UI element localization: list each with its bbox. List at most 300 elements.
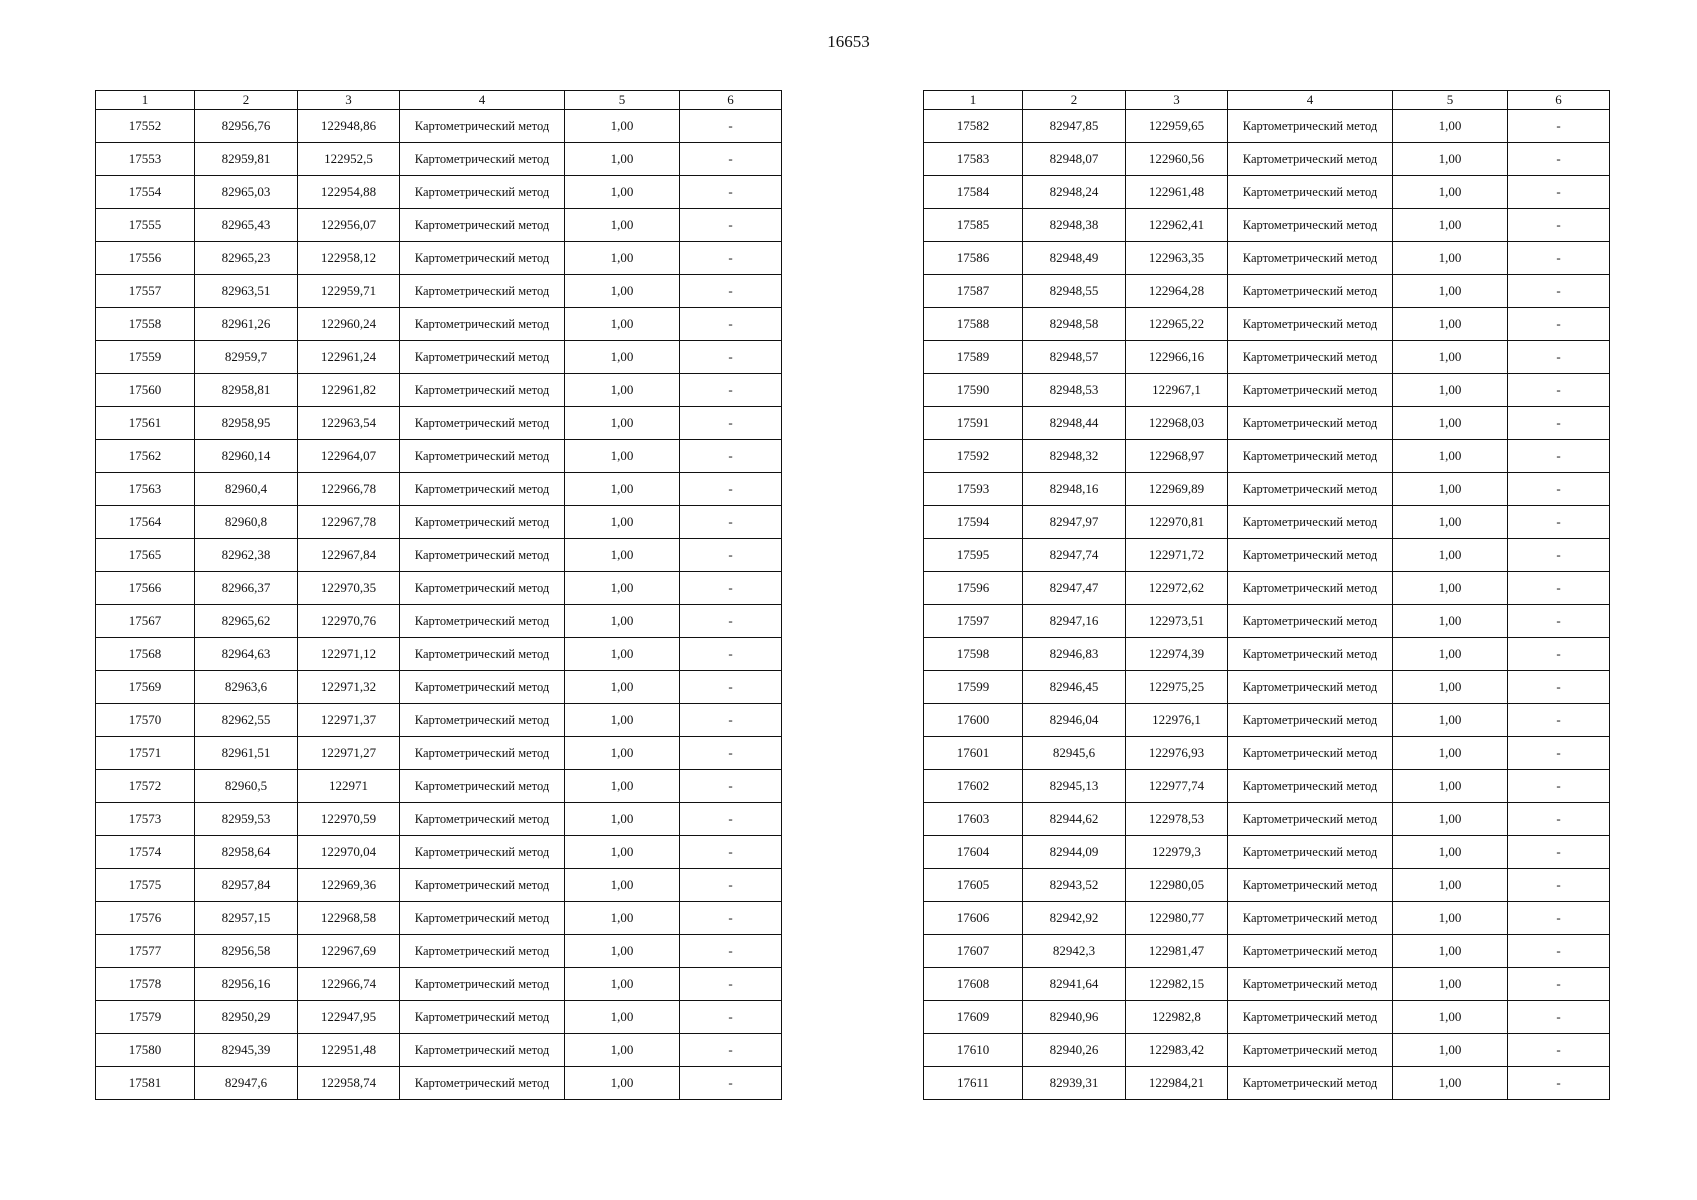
y-coordinate-cell: 122967,1 bbox=[1126, 374, 1228, 407]
description-cell: - bbox=[680, 473, 782, 506]
description-cell: - bbox=[680, 176, 782, 209]
description-cell: - bbox=[1508, 836, 1610, 869]
point-number-cell: 17592 bbox=[924, 440, 1023, 473]
y-coordinate-cell: 122976,93 bbox=[1126, 737, 1228, 770]
point-number-cell: 17555 bbox=[96, 209, 195, 242]
x-coordinate-cell: 82946,83 bbox=[1023, 638, 1126, 671]
description-cell: - bbox=[680, 869, 782, 902]
description-cell: - bbox=[680, 1034, 782, 1067]
description-cell: - bbox=[680, 968, 782, 1001]
x-coordinate-cell: 82948,16 bbox=[1023, 473, 1126, 506]
x-coordinate-cell: 82948,57 bbox=[1023, 341, 1126, 374]
x-coordinate-cell: 82962,55 bbox=[195, 704, 298, 737]
y-coordinate-cell: 122982,8 bbox=[1126, 1001, 1228, 1034]
y-coordinate-cell: 122975,25 bbox=[1126, 671, 1228, 704]
table-row bbox=[924, 473, 1610, 506]
description-cell: - bbox=[1508, 506, 1610, 539]
method-cell: Картометрический метод bbox=[400, 638, 565, 671]
accuracy-cell: 1,00 bbox=[1393, 902, 1508, 935]
y-coordinate-cell: 122947,95 bbox=[298, 1001, 400, 1034]
accuracy-cell: 1,00 bbox=[565, 242, 680, 275]
description-cell: - bbox=[1508, 902, 1610, 935]
accuracy-cell: 1,00 bbox=[565, 110, 680, 143]
point-number-cell: 17559 bbox=[96, 341, 195, 374]
accuracy-cell: 1,00 bbox=[1393, 341, 1508, 374]
method-cell: Картометрический метод bbox=[1228, 770, 1393, 803]
method-cell: Картометрический метод bbox=[1228, 638, 1393, 671]
table-row bbox=[924, 902, 1610, 935]
y-coordinate-cell: 122948,86 bbox=[298, 110, 400, 143]
method-cell: Картометрический метод bbox=[1228, 242, 1393, 275]
table-row bbox=[924, 374, 1610, 407]
y-coordinate-cell: 122970,04 bbox=[298, 836, 400, 869]
method-cell: Картометрический метод bbox=[1228, 605, 1393, 638]
description-cell: - bbox=[1508, 671, 1610, 704]
method-cell: Картометрический метод bbox=[1228, 836, 1393, 869]
description-cell: - bbox=[680, 902, 782, 935]
y-coordinate-cell: 122984,21 bbox=[1126, 1067, 1228, 1100]
accuracy-cell: 1,00 bbox=[1393, 1001, 1508, 1034]
accuracy-cell: 1,00 bbox=[1393, 308, 1508, 341]
x-coordinate-cell: 82943,52 bbox=[1023, 869, 1126, 902]
accuracy-cell: 1,00 bbox=[565, 836, 680, 869]
table-row bbox=[924, 407, 1610, 440]
y-coordinate-cell: 122968,58 bbox=[298, 902, 400, 935]
table-row bbox=[96, 737, 782, 770]
accuracy-cell: 1,00 bbox=[1393, 803, 1508, 836]
x-coordinate-cell: 82961,51 bbox=[195, 737, 298, 770]
point-number-cell: 17599 bbox=[924, 671, 1023, 704]
point-number-cell: 17579 bbox=[96, 1001, 195, 1034]
point-number-cell: 17556 bbox=[96, 242, 195, 275]
x-coordinate-cell: 82964,63 bbox=[195, 638, 298, 671]
x-coordinate-cell: 82948,49 bbox=[1023, 242, 1126, 275]
method-cell: Картометрический метод bbox=[400, 341, 565, 374]
point-number-cell: 17570 bbox=[96, 704, 195, 737]
description-cell: - bbox=[680, 143, 782, 176]
y-coordinate-cell: 122954,88 bbox=[298, 176, 400, 209]
column-header: 4 bbox=[400, 91, 565, 110]
point-number-cell: 17569 bbox=[96, 671, 195, 704]
point-number-cell: 17610 bbox=[924, 1034, 1023, 1067]
table-row bbox=[96, 902, 782, 935]
x-coordinate-cell: 82961,26 bbox=[195, 308, 298, 341]
point-number-cell: 17601 bbox=[924, 737, 1023, 770]
method-cell: Картометрический метод bbox=[400, 737, 565, 770]
x-coordinate-cell: 82948,58 bbox=[1023, 308, 1126, 341]
accuracy-cell: 1,00 bbox=[1393, 572, 1508, 605]
x-coordinate-cell: 82959,53 bbox=[195, 803, 298, 836]
description-cell: - bbox=[1508, 308, 1610, 341]
description-cell: - bbox=[680, 1067, 782, 1100]
point-number-cell: 17584 bbox=[924, 176, 1023, 209]
y-coordinate-cell: 122971,32 bbox=[298, 671, 400, 704]
description-cell: - bbox=[1508, 1067, 1610, 1100]
y-coordinate-cell: 122972,62 bbox=[1126, 572, 1228, 605]
point-number-cell: 17566 bbox=[96, 572, 195, 605]
y-coordinate-cell: 122978,53 bbox=[1126, 803, 1228, 836]
y-coordinate-cell: 122958,74 bbox=[298, 1067, 400, 1100]
x-coordinate-cell: 82946,45 bbox=[1023, 671, 1126, 704]
point-number-cell: 17576 bbox=[96, 902, 195, 935]
method-cell: Картометрический метод bbox=[1228, 869, 1393, 902]
table-row bbox=[924, 506, 1610, 539]
method-cell: Картометрический метод bbox=[400, 176, 565, 209]
description-cell: - bbox=[1508, 704, 1610, 737]
method-cell: Картометрический метод bbox=[1228, 539, 1393, 572]
y-coordinate-cell: 122969,36 bbox=[298, 869, 400, 902]
accuracy-cell: 1,00 bbox=[1393, 275, 1508, 308]
table-row bbox=[96, 572, 782, 605]
table-row bbox=[924, 440, 1610, 473]
x-coordinate-cell: 82965,23 bbox=[195, 242, 298, 275]
point-number-cell: 17600 bbox=[924, 704, 1023, 737]
point-number-cell: 17609 bbox=[924, 1001, 1023, 1034]
table-row bbox=[924, 836, 1610, 869]
method-cell: Картометрический метод bbox=[400, 902, 565, 935]
method-cell: Картометрический метод bbox=[400, 671, 565, 704]
method-cell: Картометрический метод bbox=[400, 374, 565, 407]
method-cell: Картометрический метод bbox=[1228, 440, 1393, 473]
y-coordinate-cell: 122964,28 bbox=[1126, 275, 1228, 308]
method-cell: Картометрический метод bbox=[400, 308, 565, 341]
table-row bbox=[924, 176, 1610, 209]
table-row bbox=[924, 1001, 1610, 1034]
accuracy-cell: 1,00 bbox=[1393, 704, 1508, 737]
y-coordinate-cell: 122966,78 bbox=[298, 473, 400, 506]
accuracy-cell: 1,00 bbox=[1393, 176, 1508, 209]
x-coordinate-cell: 82945,6 bbox=[1023, 737, 1126, 770]
accuracy-cell: 1,00 bbox=[565, 176, 680, 209]
accuracy-cell: 1,00 bbox=[565, 770, 680, 803]
x-coordinate-cell: 82959,81 bbox=[195, 143, 298, 176]
point-number-cell: 17577 bbox=[96, 935, 195, 968]
y-coordinate-cell: 122971 bbox=[298, 770, 400, 803]
accuracy-cell: 1,00 bbox=[565, 143, 680, 176]
method-cell: Картометрический метод bbox=[1228, 671, 1393, 704]
y-coordinate-cell: 122961,24 bbox=[298, 341, 400, 374]
x-coordinate-cell: 82948,55 bbox=[1023, 275, 1126, 308]
method-cell: Картометрический метод bbox=[1228, 143, 1393, 176]
table-row bbox=[96, 473, 782, 506]
table-row bbox=[924, 704, 1610, 737]
table-row bbox=[96, 935, 782, 968]
accuracy-cell: 1,00 bbox=[565, 803, 680, 836]
x-coordinate-cell: 82947,97 bbox=[1023, 506, 1126, 539]
point-number-cell: 17572 bbox=[96, 770, 195, 803]
accuracy-cell: 1,00 bbox=[565, 605, 680, 638]
y-coordinate-cell: 122963,54 bbox=[298, 407, 400, 440]
method-cell: Картометрический метод bbox=[1228, 968, 1393, 1001]
y-coordinate-cell: 122970,81 bbox=[1126, 506, 1228, 539]
point-number-cell: 17573 bbox=[96, 803, 195, 836]
description-cell: - bbox=[680, 242, 782, 275]
table-row bbox=[96, 506, 782, 539]
table-row bbox=[96, 440, 782, 473]
table-row bbox=[924, 539, 1610, 572]
x-coordinate-cell: 82958,64 bbox=[195, 836, 298, 869]
method-cell: Картометрический метод bbox=[400, 242, 565, 275]
point-number-cell: 17594 bbox=[924, 506, 1023, 539]
table-row bbox=[96, 1034, 782, 1067]
accuracy-cell: 1,00 bbox=[565, 935, 680, 968]
y-coordinate-cell: 122970,59 bbox=[298, 803, 400, 836]
table-row bbox=[96, 209, 782, 242]
point-number-cell: 17583 bbox=[924, 143, 1023, 176]
description-cell: - bbox=[680, 1001, 782, 1034]
x-coordinate-cell: 82960,8 bbox=[195, 506, 298, 539]
x-coordinate-cell: 82940,26 bbox=[1023, 1034, 1126, 1067]
x-coordinate-cell: 82962,38 bbox=[195, 539, 298, 572]
accuracy-cell: 1,00 bbox=[1393, 770, 1508, 803]
method-cell: Картометрический метод bbox=[1228, 275, 1393, 308]
point-number-cell: 17585 bbox=[924, 209, 1023, 242]
accuracy-cell: 1,00 bbox=[1393, 374, 1508, 407]
point-number-cell: 17565 bbox=[96, 539, 195, 572]
column-header: 2 bbox=[195, 91, 298, 110]
y-coordinate-cell: 122965,22 bbox=[1126, 308, 1228, 341]
point-number-cell: 17607 bbox=[924, 935, 1023, 968]
description-cell: - bbox=[1508, 473, 1610, 506]
method-cell: Картометрический метод bbox=[400, 506, 565, 539]
table-row bbox=[96, 176, 782, 209]
y-coordinate-cell: 122980,77 bbox=[1126, 902, 1228, 935]
description-cell: - bbox=[680, 704, 782, 737]
point-number-cell: 17587 bbox=[924, 275, 1023, 308]
table-row bbox=[96, 341, 782, 374]
y-coordinate-cell: 122962,41 bbox=[1126, 209, 1228, 242]
description-cell: - bbox=[680, 407, 782, 440]
table-row bbox=[924, 869, 1610, 902]
table-row bbox=[96, 275, 782, 308]
table-row bbox=[96, 869, 782, 902]
accuracy-cell: 1,00 bbox=[565, 407, 680, 440]
description-cell: - bbox=[1508, 572, 1610, 605]
x-coordinate-cell: 82948,07 bbox=[1023, 143, 1126, 176]
method-cell: Картометрический метод bbox=[400, 770, 565, 803]
description-cell: - bbox=[1508, 1001, 1610, 1034]
x-coordinate-cell: 82942,3 bbox=[1023, 935, 1126, 968]
table-row bbox=[96, 770, 782, 803]
x-coordinate-cell: 82947,16 bbox=[1023, 605, 1126, 638]
point-number-cell: 17593 bbox=[924, 473, 1023, 506]
x-coordinate-cell: 82956,16 bbox=[195, 968, 298, 1001]
column-header: 3 bbox=[1126, 91, 1228, 110]
point-number-cell: 17603 bbox=[924, 803, 1023, 836]
x-coordinate-cell: 82958,81 bbox=[195, 374, 298, 407]
method-cell: Картометрический метод bbox=[1228, 110, 1393, 143]
point-number-cell: 17608 bbox=[924, 968, 1023, 1001]
accuracy-cell: 1,00 bbox=[565, 638, 680, 671]
point-number-cell: 17580 bbox=[96, 1034, 195, 1067]
table-row bbox=[924, 1067, 1610, 1100]
x-coordinate-cell: 82965,03 bbox=[195, 176, 298, 209]
table-row bbox=[96, 836, 782, 869]
x-coordinate-cell: 82939,31 bbox=[1023, 1067, 1126, 1100]
point-number-cell: 17606 bbox=[924, 902, 1023, 935]
method-cell: Картометрический метод bbox=[1228, 473, 1393, 506]
accuracy-cell: 1,00 bbox=[565, 704, 680, 737]
method-cell: Картометрический метод bbox=[400, 803, 565, 836]
accuracy-cell: 1,00 bbox=[565, 968, 680, 1001]
description-cell: - bbox=[1508, 341, 1610, 374]
y-coordinate-cell: 122976,1 bbox=[1126, 704, 1228, 737]
y-coordinate-cell: 122966,74 bbox=[298, 968, 400, 1001]
accuracy-cell: 1,00 bbox=[1393, 110, 1508, 143]
table-row bbox=[96, 143, 782, 176]
accuracy-cell: 1,00 bbox=[565, 572, 680, 605]
table-row bbox=[96, 605, 782, 638]
column-header: 1 bbox=[924, 91, 1023, 110]
y-coordinate-cell: 122961,48 bbox=[1126, 176, 1228, 209]
x-coordinate-cell: 82945,39 bbox=[195, 1034, 298, 1067]
x-coordinate-cell: 82956,76 bbox=[195, 110, 298, 143]
description-cell: - bbox=[1508, 605, 1610, 638]
method-cell: Картометрический метод bbox=[1228, 572, 1393, 605]
x-coordinate-cell: 82947,6 bbox=[195, 1067, 298, 1100]
y-coordinate-cell: 122966,16 bbox=[1126, 341, 1228, 374]
point-number-cell: 17588 bbox=[924, 308, 1023, 341]
accuracy-cell: 1,00 bbox=[1393, 209, 1508, 242]
y-coordinate-cell: 122971,27 bbox=[298, 737, 400, 770]
accuracy-cell: 1,00 bbox=[565, 209, 680, 242]
description-cell: - bbox=[1508, 374, 1610, 407]
point-number-cell: 17562 bbox=[96, 440, 195, 473]
table-row bbox=[924, 209, 1610, 242]
y-coordinate-cell: 122971,37 bbox=[298, 704, 400, 737]
description-cell: - bbox=[680, 803, 782, 836]
description-cell: - bbox=[1508, 143, 1610, 176]
x-coordinate-cell: 82963,51 bbox=[195, 275, 298, 308]
y-coordinate-cell: 122971,12 bbox=[298, 638, 400, 671]
table-row bbox=[924, 803, 1610, 836]
accuracy-cell: 1,00 bbox=[565, 440, 680, 473]
x-coordinate-cell: 82941,64 bbox=[1023, 968, 1126, 1001]
description-cell: - bbox=[680, 209, 782, 242]
y-coordinate-cell: 122961,82 bbox=[298, 374, 400, 407]
x-coordinate-cell: 82960,14 bbox=[195, 440, 298, 473]
point-number-cell: 17575 bbox=[96, 869, 195, 902]
description-cell: - bbox=[680, 638, 782, 671]
accuracy-cell: 1,00 bbox=[1393, 869, 1508, 902]
description-cell: - bbox=[1508, 440, 1610, 473]
point-number-cell: 17568 bbox=[96, 638, 195, 671]
description-cell: - bbox=[680, 110, 782, 143]
y-coordinate-cell: 122982,15 bbox=[1126, 968, 1228, 1001]
table-row bbox=[924, 242, 1610, 275]
description-cell: - bbox=[1508, 176, 1610, 209]
accuracy-cell: 1,00 bbox=[1393, 440, 1508, 473]
accuracy-cell: 1,00 bbox=[1393, 836, 1508, 869]
point-number-cell: 17552 bbox=[96, 110, 195, 143]
y-coordinate-cell: 122983,42 bbox=[1126, 1034, 1228, 1067]
y-coordinate-cell: 122979,3 bbox=[1126, 836, 1228, 869]
method-cell: Картометрический метод bbox=[1228, 209, 1393, 242]
description-cell: - bbox=[680, 836, 782, 869]
y-coordinate-cell: 122973,51 bbox=[1126, 605, 1228, 638]
accuracy-cell: 1,00 bbox=[565, 902, 680, 935]
method-cell: Картометрический метод bbox=[400, 1067, 565, 1100]
method-cell: Картометрический метод bbox=[400, 473, 565, 506]
table-row bbox=[96, 1067, 782, 1100]
method-cell: Картометрический метод bbox=[1228, 374, 1393, 407]
table-row bbox=[96, 704, 782, 737]
table-row bbox=[96, 803, 782, 836]
description-cell: - bbox=[1508, 803, 1610, 836]
method-cell: Картометрический метод bbox=[400, 110, 565, 143]
y-coordinate-cell: 122974,39 bbox=[1126, 638, 1228, 671]
description-cell: - bbox=[680, 374, 782, 407]
table-row bbox=[924, 968, 1610, 1001]
point-number-cell: 17564 bbox=[96, 506, 195, 539]
method-cell: Картометрический метод bbox=[1228, 506, 1393, 539]
accuracy-cell: 1,00 bbox=[565, 473, 680, 506]
x-coordinate-cell: 82948,53 bbox=[1023, 374, 1126, 407]
point-number-cell: 17582 bbox=[924, 110, 1023, 143]
table-row bbox=[96, 671, 782, 704]
table-row bbox=[924, 143, 1610, 176]
description-cell: - bbox=[680, 275, 782, 308]
y-coordinate-cell: 122980,05 bbox=[1126, 869, 1228, 902]
y-coordinate-cell: 122969,89 bbox=[1126, 473, 1228, 506]
y-coordinate-cell: 122968,97 bbox=[1126, 440, 1228, 473]
point-number-cell: 17598 bbox=[924, 638, 1023, 671]
accuracy-cell: 1,00 bbox=[565, 539, 680, 572]
point-number-cell: 17604 bbox=[924, 836, 1023, 869]
method-cell: Картометрический метод bbox=[1228, 1034, 1393, 1067]
method-cell: Картометрический метод bbox=[400, 440, 565, 473]
accuracy-cell: 1,00 bbox=[1393, 968, 1508, 1001]
method-cell: Картометрический метод bbox=[400, 143, 565, 176]
accuracy-cell: 1,00 bbox=[1393, 671, 1508, 704]
table-row bbox=[924, 110, 1610, 143]
description-cell: - bbox=[1508, 968, 1610, 1001]
y-coordinate-cell: 122967,69 bbox=[298, 935, 400, 968]
table-row bbox=[924, 308, 1610, 341]
method-cell: Картометрический метод bbox=[1228, 902, 1393, 935]
point-number-cell: 17611 bbox=[924, 1067, 1023, 1100]
accuracy-cell: 1,00 bbox=[565, 374, 680, 407]
accuracy-cell: 1,00 bbox=[565, 341, 680, 374]
description-cell: - bbox=[680, 770, 782, 803]
y-coordinate-cell: 122971,72 bbox=[1126, 539, 1228, 572]
description-cell: - bbox=[1508, 1034, 1610, 1067]
point-number-cell: 17605 bbox=[924, 869, 1023, 902]
table-row bbox=[96, 110, 782, 143]
description-cell: - bbox=[1508, 110, 1610, 143]
point-number-cell: 17560 bbox=[96, 374, 195, 407]
accuracy-cell: 1,00 bbox=[1393, 935, 1508, 968]
x-coordinate-cell: 82957,15 bbox=[195, 902, 298, 935]
x-coordinate-cell: 82948,24 bbox=[1023, 176, 1126, 209]
y-coordinate-cell: 122963,35 bbox=[1126, 242, 1228, 275]
description-cell: - bbox=[1508, 638, 1610, 671]
point-number-cell: 17557 bbox=[96, 275, 195, 308]
x-coordinate-cell: 82947,85 bbox=[1023, 110, 1126, 143]
method-cell: Картометрический метод bbox=[400, 407, 565, 440]
x-coordinate-cell: 82965,43 bbox=[195, 209, 298, 242]
table-row bbox=[924, 341, 1610, 374]
description-cell: - bbox=[1508, 869, 1610, 902]
x-coordinate-cell: 82947,74 bbox=[1023, 539, 1126, 572]
table-row bbox=[924, 572, 1610, 605]
y-coordinate-cell: 122960,56 bbox=[1126, 143, 1228, 176]
point-number-cell: 17553 bbox=[96, 143, 195, 176]
accuracy-cell: 1,00 bbox=[1393, 539, 1508, 572]
x-coordinate-cell: 82947,47 bbox=[1023, 572, 1126, 605]
accuracy-cell: 1,00 bbox=[565, 506, 680, 539]
column-header: 6 bbox=[1508, 91, 1610, 110]
